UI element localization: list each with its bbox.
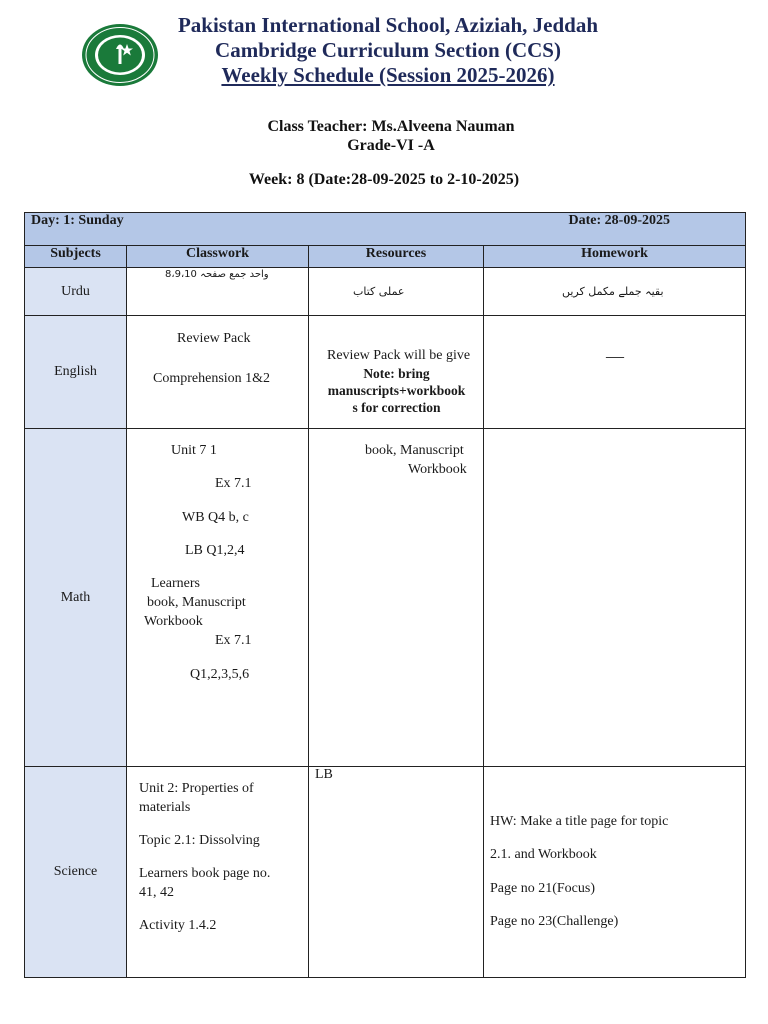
english-resources: Review Pack will be give: [327, 348, 471, 363]
urdu-homework-cell: [484, 268, 746, 316]
math-classwork-line: Ex 7.1: [215, 633, 252, 648]
urdu-classwork-cell: [127, 268, 309, 316]
day-label: Day: 1: Sunday: [31, 213, 124, 228]
english-classwork-line: Review Pack: [177, 331, 251, 346]
science-homework-line: HW: Make a title page for topic: [490, 814, 669, 829]
english-classwork-cell: [127, 316, 309, 429]
science-resources: LB: [315, 767, 333, 782]
math-resources-cell: [309, 429, 484, 767]
english-resources-note: [309, 365, 484, 416]
math-classwork-cell: [127, 429, 309, 767]
science-homework-cell: [484, 767, 746, 978]
grade: Grade-VI -A: [347, 137, 435, 154]
column-header-classwork: Classwork: [127, 246, 309, 268]
math-classwork-line: Ex 7.1: [215, 476, 252, 491]
math-classwork-line: Workbook: [144, 614, 203, 629]
week-range: Week: 8 (Date:28-09-2025 to 2-10-2025): [248, 171, 520, 188]
subject-math: Math: [25, 429, 127, 767]
science-classwork-line: Learners book page no.: [139, 866, 271, 881]
day-date: Date: 28-09-2025: [568, 213, 671, 228]
english-classwork-line: Comprehension 1&2: [153, 371, 271, 386]
teacher-block: [0, 117, 768, 155]
schedule-title: Weekly Schedule (Session 2025-2026): [221, 63, 555, 87]
table-row-math: [25, 429, 746, 767]
subject-urdu: Urdu: [25, 268, 127, 316]
math-classwork-line: WB Q4 b, c: [182, 510, 249, 525]
math-resources-line: Workbook: [408, 462, 467, 477]
math-classwork-line: Unit 7 1: [171, 443, 217, 458]
science-classwork-line: 41, 42: [139, 885, 174, 900]
english-homework: —: [606, 346, 624, 366]
table-row-urdu: [25, 268, 746, 316]
class-teacher: Class Teacher: Ms.Alveena Nauman: [267, 118, 515, 135]
science-classwork-line: Activity 1.4.2: [139, 918, 217, 933]
table-row-english: [25, 316, 746, 429]
math-classwork-line: Q1,2,3,5,6: [190, 667, 250, 682]
science-resources-cell: [309, 767, 484, 978]
science-classwork-line: Topic 2.1: Dissolving: [139, 833, 260, 848]
column-header-subjects: Subjects: [25, 246, 127, 268]
table-row-science: [25, 767, 746, 978]
school-name: Pakistan International School, Aziziah, Jeddah: [177, 13, 599, 37]
science-classwork-line: materials: [139, 800, 191, 815]
urdu-resources-cell: [309, 268, 484, 316]
science-homework-line: Page no 23(Challenge): [490, 914, 619, 929]
math-homework-cell: [484, 429, 746, 767]
curriculum-section: Cambridge Curriculum Section (CCS): [215, 38, 561, 62]
science-homework-line: 2.1. and Workbook: [490, 847, 597, 862]
note-line: s for correction: [352, 400, 441, 415]
subject-english: English: [25, 316, 127, 429]
science-classwork-cell: [127, 767, 309, 978]
urdu-resources: عملی کتاب: [353, 285, 405, 298]
english-homework-cell: [484, 316, 746, 429]
math-classwork-line: Learners: [151, 576, 200, 591]
note-line: Note: bring: [363, 366, 430, 381]
science-classwork-line: Unit 2: Properties of: [139, 781, 254, 796]
urdu-classwork: واحد جمع صفحہ 8،9،10: [165, 269, 269, 280]
note-line: manuscripts+workbook: [327, 383, 466, 398]
urdu-homework: بقیہ جملے مکمل کریں: [562, 285, 664, 298]
math-classwork-line: book, Manuscript: [147, 595, 246, 610]
math-resources-line: book, Manuscript: [365, 443, 464, 458]
school-crest-logo: [80, 22, 160, 88]
math-classwork-line: LB Q1,2,4: [185, 543, 245, 558]
day-row: [25, 213, 746, 246]
subject-science: Science: [25, 767, 127, 978]
science-homework-line: Page no 21(Focus): [490, 881, 595, 896]
schedule-table: [24, 212, 746, 978]
english-resources-cell: [309, 316, 484, 429]
school-title-block: [160, 13, 616, 88]
column-header-row: [25, 246, 746, 268]
column-header-homework: Homework: [484, 246, 746, 268]
column-header-resources: Resources: [309, 246, 484, 268]
page-header: [0, 0, 768, 200]
